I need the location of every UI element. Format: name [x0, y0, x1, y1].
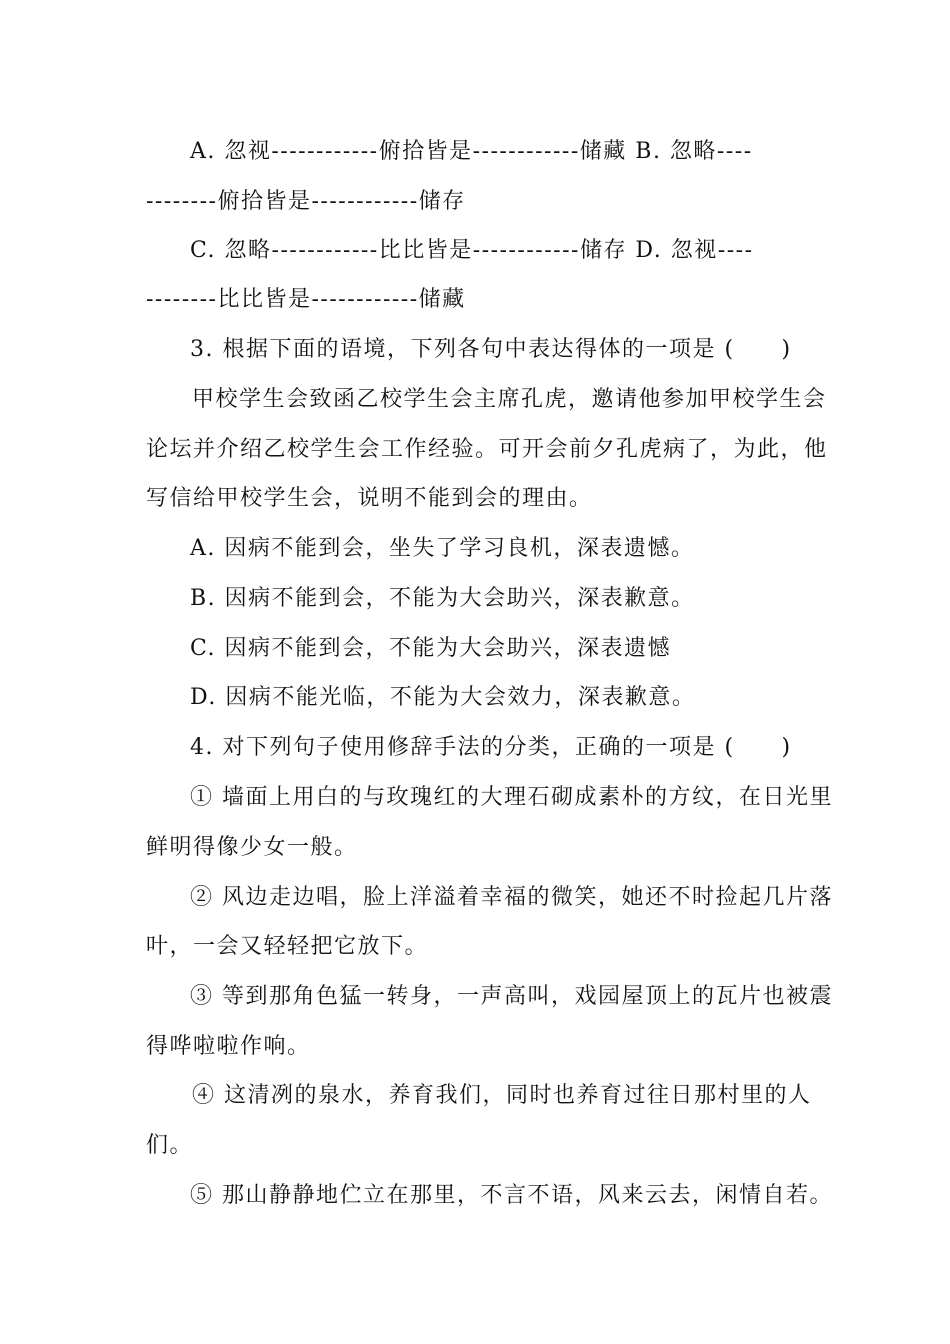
sentence-2-line-1: ② 风边走边唱，脸上洋溢着幸福的微笑，她还不时捡起几片落	[190, 885, 833, 910]
sentence-1-line-1: ① 墙面上用白的与玫瑰红的大理石砌成素朴的方纹，在日光里	[190, 785, 833, 810]
sentence-4-line-1: ④ 这清冽的泉水，养育我们，同时也养育过往日那村里的人	[192, 1083, 812, 1108]
sentence-3-line-2: 得哗啦啦作响。	[146, 1034, 311, 1059]
context-paragraph-line-3: 写信给甲校学生会，说明不能到会的理由。	[146, 486, 593, 511]
question-3: 3. 根据下面的语境，下列各句中表达得体的一项是 ( )	[190, 337, 792, 362]
q3-option-a: A. 因病不能到会，坐失了学习良机，深表遗憾。	[190, 536, 695, 561]
sentence-3-line-1: ③ 等到那角色猛一转身，一声高叫，戏园屋顶上的瓦片也被震	[190, 984, 833, 1009]
sentence-4-line-2: 们。	[146, 1133, 194, 1158]
context-paragraph-line-2: 论坛并介绍乙校学生会工作经验。可开会前夕孔虎病了，为此，他	[146, 437, 828, 462]
sentence-2-line-2: 叶，一会又轻轻把它放下。	[146, 934, 429, 959]
context-paragraph-line-1: 甲校学生会致函乙校学生会主席孔虎，邀请他参加甲校学生会	[192, 387, 827, 412]
option-line-a-b: A. 忽视------------俯拾皆是------------储藏 B. 忽略----	[190, 139, 753, 164]
option-line-c-d-cont: --------比比皆是------------储藏	[146, 287, 466, 312]
sentence-5: ⑤ 那山静静地伫立在那里，不言不语，风来云去，闲情自若。	[190, 1183, 833, 1208]
q3-option-c: C. 因病不能到会，不能为大会助兴，深表遗憾	[190, 636, 672, 661]
option-line-c-d: C. 忽略------------比比皆是------------储存 D. 忽视----	[190, 238, 754, 263]
q3-option-b: B. 因病不能到会，不能为大会助兴，深表歉意。	[190, 586, 695, 611]
question-4: 4. 对下列句子使用修辞手法的分类，正确的一项是 ( )	[190, 735, 792, 760]
sentence-1-line-2: 鲜明得像少女一般。	[146, 835, 358, 860]
q3-option-d: D. 因病不能光临，不能为大会效力，深表歉意。	[190, 685, 696, 710]
option-line-a-b-cont: --------俯拾皆是------------储存	[146, 189, 466, 214]
